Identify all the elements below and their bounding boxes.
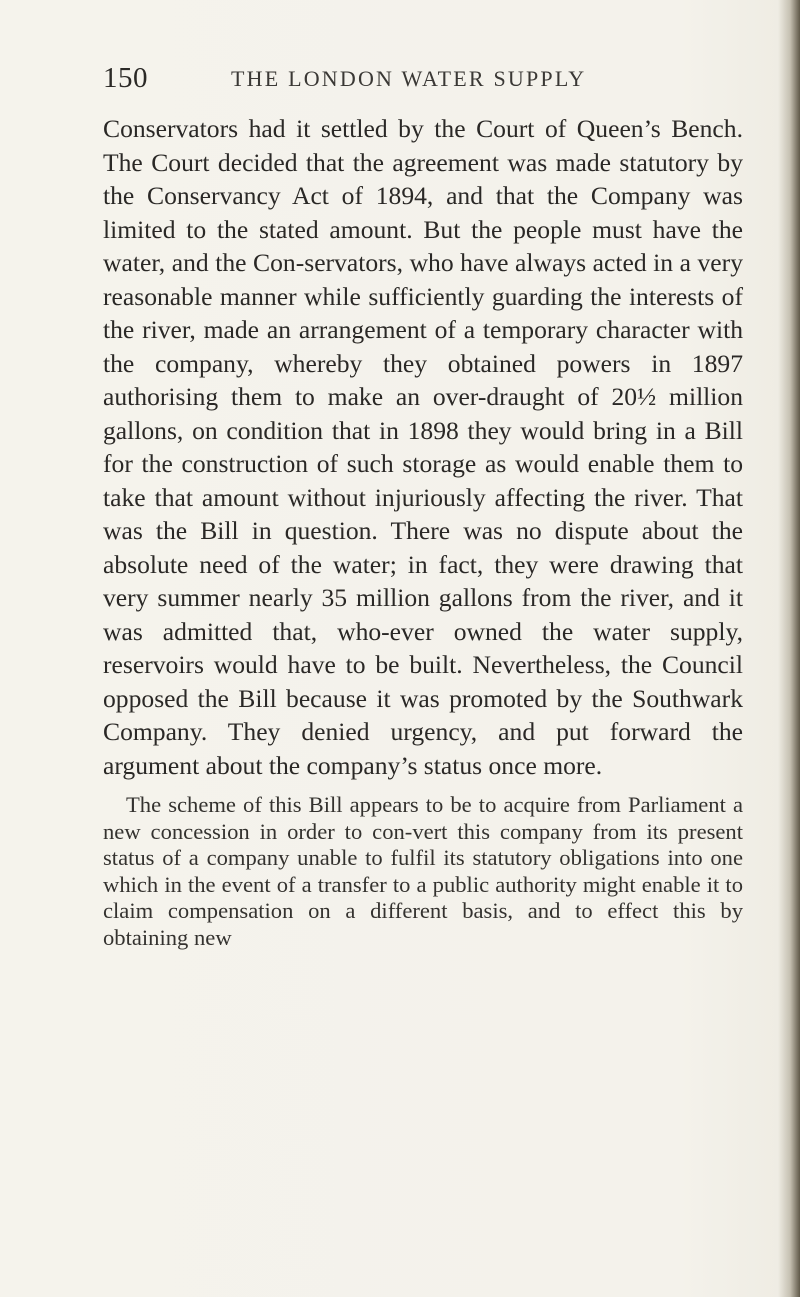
page-number: 150	[103, 62, 148, 94]
page-edge-shadow	[778, 0, 800, 1297]
paragraph-conservators: Conservators had it settled by the Court of Queen’s Bench. The Court decided that the agreement was made statutory by the Conservancy Act of 1894, and that the Company was limited to the stated amount. But the people must have the water, and the Con-servators, who have always acted in a very reasonable manner while sufficiently guarding the interests of the river, made an arrangement of a temporary character with the company, whereby they obtained powers in 1897 authorising them to make an over-draught of 20½ million gallons, on condition that in 1898 they would bring in a Bill for the construction of such storage as would enable them to take that amount without injuriously affecting the river. That was the Bill in question. There was no dispute about the absolute need of the water; in fact, they were drawing that very summer nearly 35 million gallons from the river, and it was admitted that, who-ever owned the water supply, reservoirs would have to be built. Nevertheless, the Council opposed the Bill because it was promoted by the Southwark Company. They denied urgency, and put forward the argument about the company’s status once more.	[103, 114, 743, 780]
running-head	[103, 62, 743, 102]
running-title: THE LONDON WATER SUPPLY	[231, 66, 587, 91]
paragraph-scheme-quote: The scheme of this Bill appears to be to acquire from Parliament a new concession in order to con-vert this company from its present status of a company unable to fulfil its statutory obligations into one which in the event of a transfer to a public authority might enable it to claim compensation on a different basis, and to effect this by obtaining new	[103, 792, 743, 950]
body-text	[103, 112, 743, 951]
